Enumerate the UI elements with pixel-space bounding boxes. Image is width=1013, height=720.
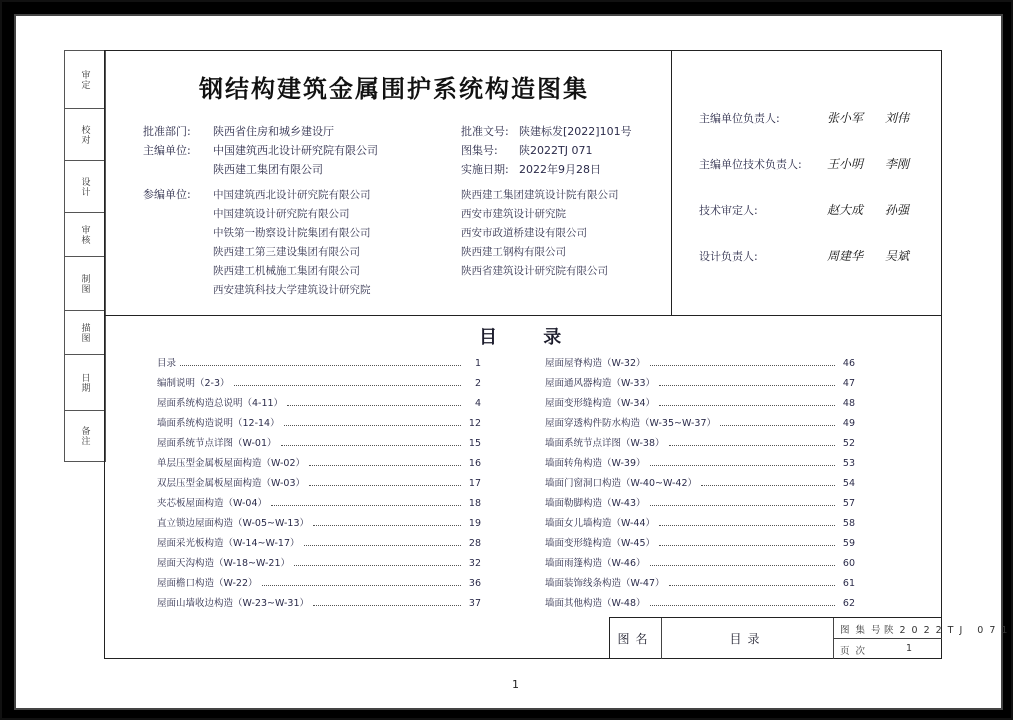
side-cell-review xyxy=(65,51,105,109)
side-cell-label: 描图 xyxy=(79,322,90,343)
toc-item-name: 墙面转角构造（W-39） xyxy=(545,458,646,469)
date-value: 2022年9月28日 xyxy=(519,163,601,176)
toc-item[interactable] xyxy=(545,355,855,369)
toc-leader xyxy=(309,484,461,486)
toc-item-page: 54 xyxy=(842,478,855,489)
toc-item[interactable] xyxy=(545,495,855,509)
participant-left: 陕西建工第三建设集团有限公司 xyxy=(213,246,360,258)
toc-item[interactable] xyxy=(545,455,855,469)
participant-left: 西安建筑科技大学建筑设计研究院 xyxy=(213,284,371,296)
toc-item-page: 62 xyxy=(842,598,855,609)
page-value: 1 xyxy=(906,643,919,654)
toc-item[interactable] xyxy=(545,595,855,609)
toc-item-name: 单层压型金属板屋面构造（W-02） xyxy=(157,458,306,469)
toc-item[interactable] xyxy=(157,495,481,509)
toc-item-name: 屋面通风器构造（W-33） xyxy=(545,378,656,389)
date-label: 实施日期: xyxy=(461,163,509,176)
toc-item-page: 53 xyxy=(842,458,855,469)
toc-leader xyxy=(284,424,461,426)
toc-item[interactable] xyxy=(157,455,481,469)
participant-left: 中国建筑西北设计研究院有限公司 xyxy=(213,189,371,201)
toc-item[interactable] xyxy=(545,515,855,529)
toc-item-name: 直立锁边屋面构造（W-05~W-13） xyxy=(157,518,310,529)
editor-line-2 xyxy=(213,161,323,177)
toc-leader xyxy=(659,544,835,546)
side-cell-date xyxy=(65,355,105,411)
approval-row xyxy=(699,155,931,172)
toc-leader xyxy=(281,444,461,446)
toc-item-page: 12 xyxy=(468,418,481,429)
authority-value: 陕西省住房和城乡建设厅 xyxy=(213,125,334,138)
side-cell-proof xyxy=(65,109,105,161)
doc-no-line xyxy=(461,123,632,139)
toc-item[interactable] xyxy=(157,515,481,529)
toc-item[interactable] xyxy=(545,555,855,569)
toc-leader xyxy=(650,464,835,466)
toc-item-page: 52 xyxy=(842,438,855,449)
toc-title: 目 录 xyxy=(479,327,582,348)
toc-leader xyxy=(669,444,835,446)
authority-label: 批准部门: xyxy=(143,125,191,138)
side-cell-design xyxy=(65,161,105,213)
side-cell-label: 日期 xyxy=(79,372,90,393)
editor-line xyxy=(143,142,378,158)
signature: 王小明 xyxy=(827,157,864,171)
outer-frame xyxy=(2,2,1011,718)
atlas-label: 图集号 xyxy=(840,625,887,636)
toc-item[interactable] xyxy=(157,375,481,389)
date-line xyxy=(461,161,601,177)
signature: 吴斌 xyxy=(885,249,910,263)
toc-leader xyxy=(701,484,835,486)
participant-right: 陕西省建筑设计研究院有限公司 xyxy=(461,265,608,277)
toc-item[interactable] xyxy=(157,475,481,489)
editor-value: 陕西建工集团有限公司 xyxy=(213,163,323,176)
signature: 周建华 xyxy=(827,249,864,263)
approval-row xyxy=(699,247,931,264)
toc-leader xyxy=(669,584,835,586)
atlas-value: 陕2022TJ 071 xyxy=(884,625,1013,636)
toc-leader xyxy=(294,564,461,566)
signature: 张小军 xyxy=(827,111,864,125)
toc-item-page: 36 xyxy=(468,578,481,589)
title-block-name-value: 目录 xyxy=(662,618,834,659)
side-cell-label: 设计 xyxy=(79,176,90,197)
title-block xyxy=(609,617,1013,659)
side-cell-draw xyxy=(65,257,105,311)
toc-leader xyxy=(313,604,461,606)
side-cell-label: 制图 xyxy=(79,273,90,294)
toc-leader xyxy=(234,384,461,386)
toc-item[interactable] xyxy=(157,595,481,609)
toc-item-page: 61 xyxy=(842,578,855,589)
signature: 孙强 xyxy=(885,203,910,217)
toc-item[interactable] xyxy=(545,395,855,409)
side-cell-audit xyxy=(65,213,105,257)
toc-item[interactable] xyxy=(157,435,481,449)
toc-item-name: 目录 xyxy=(157,358,177,369)
approval-row xyxy=(699,201,931,218)
participant-right: 陕西建工钢构有限公司 xyxy=(461,246,566,258)
toc-item-page: 57 xyxy=(842,498,855,509)
toc-item-name: 屋面系统构造总说明（4-11） xyxy=(157,398,284,409)
approval-role: 主编单位技术负责人: xyxy=(699,158,802,171)
toc-item-page: 2 xyxy=(474,378,481,389)
side-cell-label: 备注 xyxy=(79,426,90,446)
signature: 刘伟 xyxy=(885,111,910,125)
toc-item[interactable] xyxy=(545,475,855,489)
side-cell-trace xyxy=(65,311,105,355)
side-cell-label: 校对 xyxy=(79,124,90,145)
toc-item[interactable] xyxy=(157,355,481,369)
divider-horizontal xyxy=(105,315,941,316)
toc-item-name: 墙面女儿墙构造（W-44） xyxy=(545,518,656,529)
participant-right: 西安市建筑设计研究院 xyxy=(461,208,566,220)
toc-item-page: 46 xyxy=(842,358,855,369)
toc-leader xyxy=(650,364,835,366)
toc-item-name: 夹芯板屋面构造（W-04） xyxy=(157,498,268,509)
doc-no-value: 陕建标发[2022]101号 xyxy=(519,125,632,138)
toc-item-page: 49 xyxy=(842,418,855,429)
toc-item-page: 58 xyxy=(842,518,855,529)
toc-item-page: 17 xyxy=(468,478,481,489)
toc-item-name: 墙面勒脚构造（W-43） xyxy=(545,498,646,509)
title-block-meta xyxy=(834,618,1013,659)
atlas-no-line xyxy=(461,142,592,158)
toc-leader xyxy=(659,524,835,526)
toc-item-name: 墙面装饰线条构造（W-47） xyxy=(545,578,665,589)
toc-item-name: 墙面其他构造（W-48） xyxy=(545,598,646,609)
toc-item-name: 屋面天沟构造（W-18~W-21） xyxy=(157,558,291,569)
doc-no-label: 批准文号: xyxy=(461,125,509,138)
approval-row xyxy=(699,109,931,126)
title-block-meta-divider xyxy=(834,638,942,639)
side-cell-remark xyxy=(65,411,105,461)
authority-line xyxy=(143,123,334,139)
toc-item-name: 屋面采光板构造（W-14~W-17） xyxy=(157,538,300,549)
toc-item-name: 屋面穿透构件防水构造（W-35~W-37） xyxy=(545,418,717,429)
toc-item-page: 4 xyxy=(474,398,481,409)
toc-item-name: 屋面系统节点详图（W-01） xyxy=(157,438,277,449)
toc-leader xyxy=(271,504,461,506)
toc-item-name: 墙面门窗洞口构造（W-40~W-42） xyxy=(545,478,698,489)
toc-item-name: 屋面山墙收边构造（W-23~W-31） xyxy=(157,598,310,609)
editor-label: 主编单位: xyxy=(143,144,191,157)
toc-item-name: 墙面变形缝构造（W-45） xyxy=(545,538,656,549)
side-strip xyxy=(64,50,106,462)
toc-item[interactable] xyxy=(545,435,855,449)
page-label: 页次 xyxy=(840,646,872,657)
toc-item[interactable] xyxy=(545,535,855,549)
participant-right: 西安市政道桥建设有限公司 xyxy=(461,227,587,239)
title-block-name-label: 图名 xyxy=(610,618,662,659)
participant-right: 陕西建工集团建筑设计院有限公司 xyxy=(461,189,619,201)
toc-leader xyxy=(659,384,835,386)
toc-item-page: 1 xyxy=(474,358,481,369)
editor-value: 中国建筑西北设计研究院有限公司 xyxy=(213,144,378,157)
toc-item-page: 16 xyxy=(468,458,481,469)
document-title: 钢结构建筑金属围护系统构造图集 xyxy=(199,75,589,103)
toc-item-name: 墙面雨篷构造（W-46） xyxy=(545,558,646,569)
signature: 李刚 xyxy=(885,157,910,171)
toc-item-name: 屋面变形缝构造（W-34） xyxy=(545,398,656,409)
side-cell-label: 审定 xyxy=(79,69,90,90)
participant-left: 中铁第一勘察设计院集团有限公司 xyxy=(213,227,371,239)
toc-item-page: 60 xyxy=(842,558,855,569)
toc-item-page: 48 xyxy=(842,398,855,409)
toc-item-name: 墙面系统构造说明（12-14） xyxy=(157,418,280,429)
toc-item-name: 墙面系统节点详图（W-38） xyxy=(545,438,665,449)
toc-item[interactable] xyxy=(157,575,481,589)
toc-item[interactable] xyxy=(157,415,481,429)
toc-item-name: 屋面檐口构造（W-22） xyxy=(157,578,258,589)
toc-leader xyxy=(287,404,461,406)
toc-item[interactable] xyxy=(157,395,481,409)
document-page xyxy=(14,14,1013,710)
page-number: 1 xyxy=(512,678,519,691)
toc-item-name: 双层压型金属板屋面构造（W-03） xyxy=(157,478,306,489)
participant-left: 中国建筑设计研究院有限公司 xyxy=(213,208,350,220)
toc-item[interactable] xyxy=(157,535,481,549)
divider-vertical xyxy=(671,51,672,315)
side-cell-label: 审核 xyxy=(79,224,90,245)
toc-leader xyxy=(659,404,835,406)
atlas-no-value: 陕2022TJ 071 xyxy=(519,144,593,157)
toc-leader xyxy=(304,544,461,546)
drawing-sheet xyxy=(104,50,1013,659)
signature: 赵大成 xyxy=(827,203,864,217)
toc-leader xyxy=(180,364,461,366)
toc-item-page: 37 xyxy=(468,598,481,609)
toc-leader xyxy=(313,524,461,526)
toc-item[interactable] xyxy=(157,555,481,569)
toc-leader xyxy=(309,464,461,466)
toc-item[interactable] xyxy=(545,375,855,389)
participants-label: 参编单位: xyxy=(143,188,191,201)
toc-item-page: 19 xyxy=(468,518,481,529)
toc-item-page: 18 xyxy=(468,498,481,509)
toc-item-name: 编制说明（2-3） xyxy=(157,378,230,389)
toc-item-page: 32 xyxy=(468,558,481,569)
toc-item-name: 屋面屋脊构造（W-32） xyxy=(545,358,646,369)
toc-leader xyxy=(650,564,835,566)
toc-item-page: 15 xyxy=(468,438,481,449)
approval-role: 主编单位负责人: xyxy=(699,112,780,125)
toc-item[interactable] xyxy=(545,575,855,589)
toc-leader xyxy=(650,604,835,606)
approval-role: 技术审定人: xyxy=(699,204,758,217)
toc-item-page: 47 xyxy=(842,378,855,389)
approval-role: 设计负责人: xyxy=(699,250,758,263)
atlas-no-label: 图集号: xyxy=(461,144,498,157)
toc-leader xyxy=(720,424,835,426)
toc-item-page: 59 xyxy=(842,538,855,549)
toc-item[interactable] xyxy=(545,415,855,429)
toc-item-page: 28 xyxy=(468,538,481,549)
participant-left: 陕西建工机械施工集团有限公司 xyxy=(213,265,360,277)
toc-leader xyxy=(262,584,461,586)
toc-leader xyxy=(650,504,835,506)
